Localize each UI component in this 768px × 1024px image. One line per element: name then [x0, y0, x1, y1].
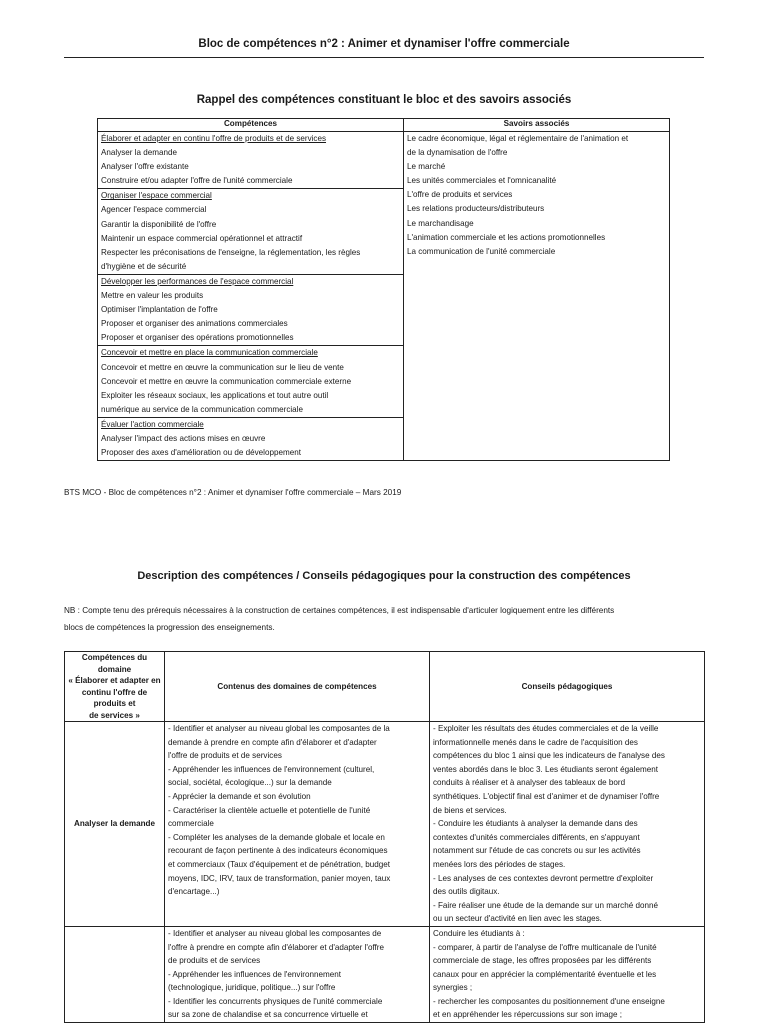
contenu-line: social, sociétal, écologique...) sur la demande — [168, 778, 332, 788]
contenu-line: - Appréhender les influences de l'environnement (culturel, — [168, 764, 375, 774]
competence-item: Respecter les préconisations de l'enseigne, la réglementation, les règles — [101, 247, 361, 257]
head-competences-domaine — [65, 652, 165, 722]
conseil-line: Conduire les étudiants à : — [433, 928, 525, 938]
competence-group — [98, 132, 403, 189]
col-header-savoirs: Savoirs associés — [404, 119, 670, 132]
contenu-line: - Appréhender les influences de l'environnement — [168, 969, 341, 979]
savoir-item: Les relations producteurs/distributeurs — [407, 204, 545, 214]
competence-item: Agencer l'espace commercial — [101, 205, 207, 215]
competence-item: Optimiser l'implantation de l'offre — [101, 305, 218, 315]
savoir-item: L'animation commerciale et les actions promotionnelles — [407, 232, 606, 242]
contenu-line: - Caractériser la clientèle actuelle et potentielle de l'unité — [168, 805, 371, 815]
competences-table — [97, 118, 670, 461]
contenu-line: - Identifier et analyser au niveau global les composantes de — [168, 928, 382, 938]
savoir-item: La communication de l'unité commerciale — [407, 246, 556, 256]
conseil-line: informationnelle menés dans le cadre de l'acquisition des — [433, 737, 638, 747]
competence-item: Garantir la disponibilité de l'offre — [101, 219, 217, 229]
row-label-next — [65, 926, 165, 1022]
conseil-line: - Faire réaliser une étude de la demande sur un marché donné — [433, 900, 658, 910]
conseil-line: synthétiques. L'objectif final est d'animer et de dynamiser l'offre — [433, 791, 660, 801]
competences-cell — [98, 132, 404, 461]
head-line: Compétences du domaine — [81, 653, 148, 674]
contenu-line: de produits et de services — [168, 956, 261, 966]
conseil-line: conduits à réaliser et à analyser des tableaux de bord — [433, 778, 626, 788]
contenu-line: - Identifier et analyser au niveau global les composantes de la — [168, 724, 390, 733]
contenu-line: - Identifier les concurrents physiques de l'unité commerciale — [168, 996, 383, 1006]
row-label-analyser-demande: Analyser la demande — [65, 722, 165, 927]
conseil-line: de biens et services. — [433, 805, 507, 815]
section-subtitle: Rappel des compétences constituant le bloc et des savoirs associés — [196, 94, 572, 106]
group-heading: Développer les performances de l'espace commercial — [101, 276, 294, 286]
competence-item: Proposer des axes d'amélioration ou de développement — [101, 448, 301, 458]
savoir-item: Le cadre économique, légal et réglementaire de l'animation et — [407, 134, 629, 143]
contenu-line: commerciale — [168, 819, 214, 829]
contenu-line: (technologique, juridique, politique...) sur l'offre — [168, 983, 336, 993]
competence-item: Proposer et organiser des animations commerciales — [101, 319, 288, 329]
competence-item: Mettre en valeur les produits — [101, 291, 204, 301]
head-line: « Élaborer et adapter en — [68, 676, 161, 685]
contenus-cell — [165, 926, 430, 1022]
savoir-item: L'offre de produits et services — [407, 190, 513, 200]
savoir-item: Le marchandisage — [407, 218, 474, 228]
conseil-line: notamment sur l'étude de cas concrets ou sur les activités — [433, 846, 641, 856]
head-conseils: Conseils pédagogiques — [430, 652, 705, 722]
conseils-cell — [430, 722, 705, 927]
group-heading: Élaborer et adapter en continu l'offre de produits et de services — [101, 134, 327, 143]
competence-group — [98, 189, 403, 275]
head-contenus: Contenus des domaines de compétences — [165, 652, 430, 722]
section-title: Description des compétences / Conseils pédagogiques pour la construction des compétences — [137, 570, 631, 582]
conseil-line: compétences du bloc 1 ainsi que les indicateurs de l'analyse des — [433, 751, 665, 761]
competence-group — [98, 418, 403, 460]
competence-item: Construire et/ou adapter l'offre de l'unité commerciale — [101, 176, 293, 186]
head-line: continu l'offre de produits et — [81, 687, 148, 708]
competence-item: Analyser la demande — [101, 148, 178, 158]
conseil-line: menées lors des périodes de stages. — [433, 859, 566, 869]
conseil-line: synergies ; — [433, 983, 473, 993]
competence-item: Exploiter les réseaux sociaux, les applications et tout autre outil — [101, 390, 329, 400]
conseil-line: - rechercher les composantes du positionnement d'une enseigne — [433, 996, 665, 1006]
group-heading: Organiser l'espace commercial — [101, 191, 212, 201]
group-heading: Évaluer l'action commerciale — [101, 419, 204, 429]
contenu-line: moyens, IDC, IRV, taux de transformation, panier moyen, taux — [168, 873, 391, 883]
description-table — [64, 651, 705, 1023]
contenu-line: l'offre à prendre en compte afin d'élaborer et d'adapter l'offre — [168, 942, 385, 952]
contenu-line: sur sa zone de chalandise et sa concurrence virtuelle et — [168, 1010, 368, 1020]
nb-note — [64, 602, 704, 636]
competence-item: Analyser l'offre existante — [101, 162, 189, 172]
competence-item: Analyser l'impact des actions mises en œuvre — [101, 433, 266, 443]
competence-item: d'hygiène et de sécurité — [101, 261, 187, 271]
conseil-line: - Exploiter les résultats des études commerciales et de la veille — [433, 724, 659, 733]
contenu-line: - Compléter les analyses de la demande globale et locale en — [168, 832, 385, 842]
conseil-line: ou un secteur d'activité en lien avec les stages. — [433, 914, 602, 924]
conseil-line: ventes abordés dans le bloc 3. Les étudiants seront également — [433, 764, 658, 774]
conseil-line: des outils digitaux. — [433, 887, 500, 897]
title-rule — [64, 57, 704, 58]
conseil-line: commerciale de stage, les offres proposées par les différents — [433, 956, 652, 966]
col-header-competences: Compétences — [98, 119, 404, 132]
conseil-line: - Les analyses de ces contextes devront permettre d'exploiter — [433, 873, 654, 883]
conseil-line: canaux pour en apprécier la complémentarité éventuelle et les — [433, 969, 657, 979]
group-heading: Concevoir et mettre en place la communication commerciale — [101, 348, 318, 358]
footer-note: BTS MCO - Bloc de compétences n°2 : Animer et dynamiser l'offre commerciale – Mars 2019 — [64, 488, 402, 497]
nb-line: NB : Compte tenu des prérequis nécessaires à la construction de certaines compétences, il est indispensable d'articuler logiquement entre les différents — [64, 606, 615, 615]
conseils-cell — [430, 926, 705, 1022]
competence-item: Proposer et organiser des opérations promotionnelles — [101, 333, 294, 343]
savoirs-cell — [404, 132, 670, 461]
competence-item: Concevoir et mettre en œuvre la communication sur le lieu de vente — [101, 362, 344, 372]
competence-group — [98, 346, 403, 417]
nb-line: blocs de compétences la progression des enseignements. — [64, 623, 275, 632]
contenus-cell — [165, 722, 430, 927]
conseil-line: et en appréhender les répercussions sur son image ; — [433, 1010, 622, 1020]
document-title: Bloc de compétences n°2 : Animer et dynamiser l'offre commerciale — [198, 38, 570, 50]
conseil-line: - Conduire les étudiants à analyser la demande dans des — [433, 819, 638, 829]
contenu-line: demande à prendre en compte afin d'élaborer et d'adapter — [168, 737, 377, 747]
contenu-line: d'encartage...) — [168, 887, 220, 897]
competence-item: Maintenir un espace commercial opérationnel et attractif — [101, 233, 303, 243]
conseil-line: contextes d'unités commerciales différents, en s'appuyant — [433, 832, 640, 842]
contenu-line: - Apprécier la demande et son évolution — [168, 791, 311, 801]
head-line: de services » — [89, 710, 140, 720]
competence-item: numérique au service de la communication commerciale — [101, 404, 303, 414]
contenu-line: recourant de façon pertinente à des indicateurs économiques — [168, 846, 388, 856]
conseil-line: - comparer, à partir de l'analyse de l'offre multicanale de l'unité — [433, 942, 657, 952]
contenu-line: l'offre de produits et de services — [168, 751, 282, 761]
savoir-item: Les unités commerciales et l'omnicanalité — [407, 176, 557, 186]
savoir-item: de la dynamisation de l'offre — [407, 148, 508, 158]
competence-group — [98, 275, 403, 346]
competence-item: Concevoir et mettre en œuvre la communication commerciale externe — [101, 376, 352, 386]
contenu-line: et commerciaux (Taux d'équipement et de pénétration, budget — [168, 859, 391, 869]
savoir-item: Le marché — [407, 162, 446, 172]
